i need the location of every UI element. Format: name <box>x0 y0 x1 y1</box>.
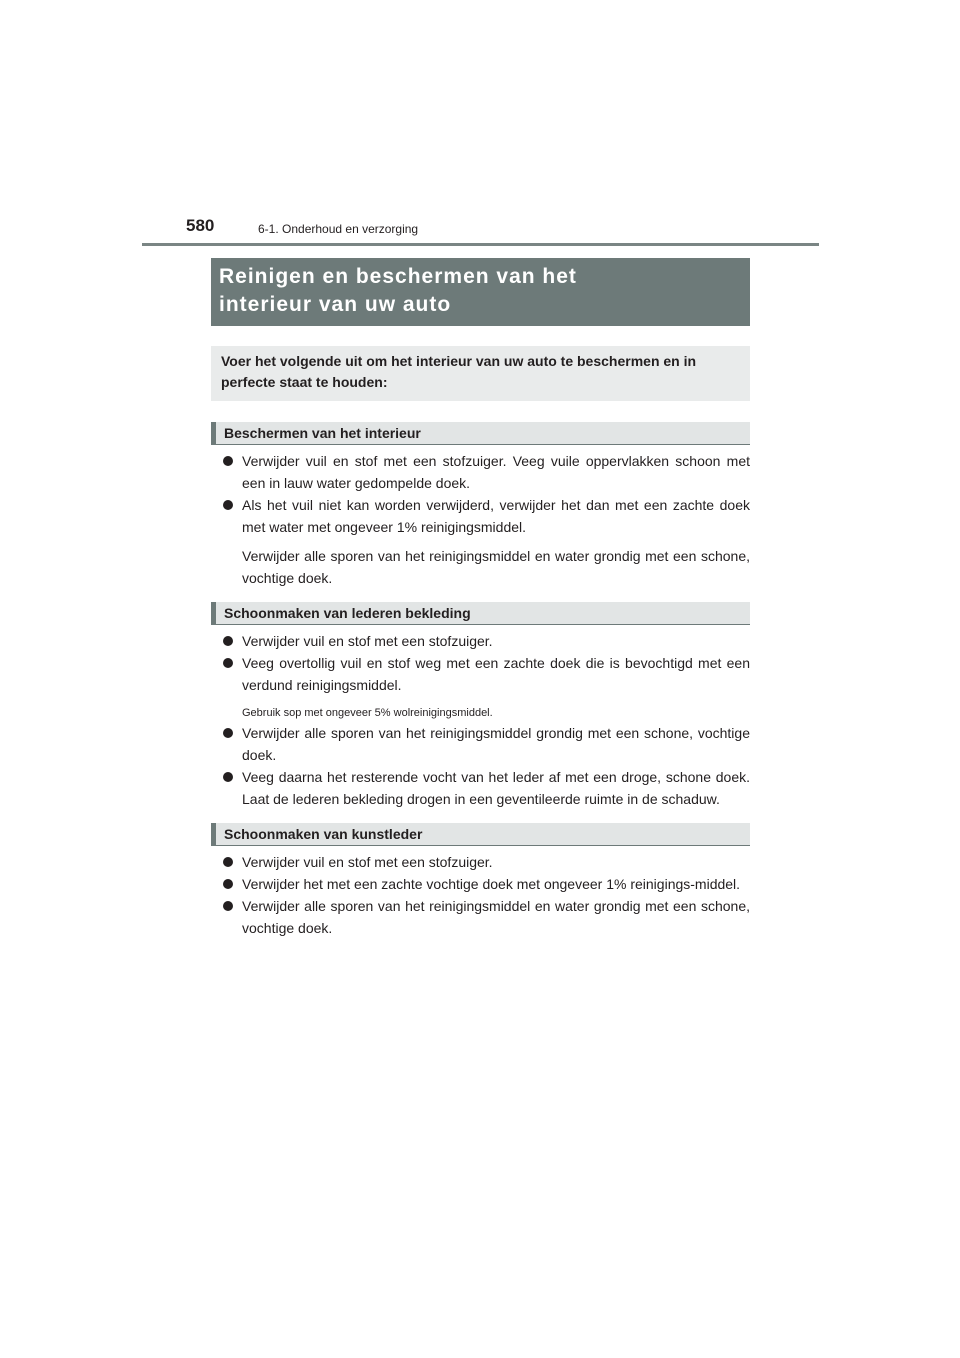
list-item-text: Veeg daarna het resterende vocht van het leder af met een droge, schone doek. Laat de lederen bekleding drogen in een geventileerde ruimte in de schaduw. <box>242 769 750 807</box>
list-item-text: Verwijder vuil en stof met een stofzuiger. <box>242 633 493 649</box>
section-label: 6-1. Onderhoud en verzorging <box>258 222 419 236</box>
list-item <box>211 851 750 873</box>
list-item <box>211 494 750 538</box>
header-divider <box>142 243 819 246</box>
bullet-icon <box>223 456 233 466</box>
intro-text: Voer het volgende uit om het interieur van uw auto te beschermen en in perfecte staat te houden: <box>211 346 750 401</box>
list-item <box>211 895 750 939</box>
page-title-line: interieur van uw auto <box>219 293 452 316</box>
list-item <box>211 766 750 810</box>
bullet-icon <box>223 901 233 911</box>
list-item-text: Verwijder alle sporen van het reinigingsmiddel grondig met een schone, vochtige doek. <box>242 725 750 763</box>
bullet-icon <box>223 658 233 668</box>
list-item <box>211 722 750 766</box>
list-item-text: Verwijder alle sporen van het reinigingsmiddel en water grondig met een schone, vochtige doek. <box>242 898 750 936</box>
list-synthetic-leather <box>211 851 750 939</box>
list-protect-interior <box>211 450 750 589</box>
list-item <box>211 652 750 696</box>
paragraph: Verwijder alle sporen van het reinigingsmiddel en water grondig met een schone, vochtige doek. <box>242 548 750 586</box>
subheading-protect-interior: Beschermen van het interieur <box>211 422 750 445</box>
list-item-text: Als het vuil niet kan worden verwijderd, verwijder het dan met een zachte doek met water met ongeveer 1% reinigingsmiddel. <box>242 497 750 535</box>
list-item <box>211 450 750 494</box>
bullet-icon <box>223 857 233 867</box>
list-item-text: Verwijder vuil en stof met een stofzuiger. Veeg vuile oppervlakken schoon met een in lauw water gedompelde doek. <box>242 453 750 491</box>
page-content <box>211 258 750 939</box>
list-item-text: Veeg overtollig vuil en stof weg met een zachte doek die is bevochtigd met een verdund reinigingsmiddel. <box>242 655 750 693</box>
list-leather <box>211 630 750 810</box>
bullet-icon <box>223 772 233 782</box>
bullet-icon <box>223 636 233 646</box>
list-item <box>211 873 750 895</box>
list-item-text: Verwijder het met een zachte vochtige doek met ongeveer 1% reinigings-middel. <box>242 876 741 892</box>
bullet-icon <box>223 728 233 738</box>
list-item <box>211 630 750 652</box>
page-title-line: Reinigen en beschermen van het <box>219 265 577 288</box>
bullet-icon <box>223 879 233 889</box>
subheading-leather: Schoonmaken van lederen bekleding <box>211 602 750 625</box>
note-text: Gebruik sop met ongeveer 5% wolreinigingsmiddel. <box>242 707 493 719</box>
list-item-text: Verwijder vuil en stof met een stofzuiger. <box>242 854 493 870</box>
page-number: 580 <box>186 216 215 235</box>
page-title <box>211 258 750 326</box>
subheading-synthetic-leather: Schoonmaken van kunstleder <box>211 823 750 846</box>
bullet-icon <box>223 500 233 510</box>
